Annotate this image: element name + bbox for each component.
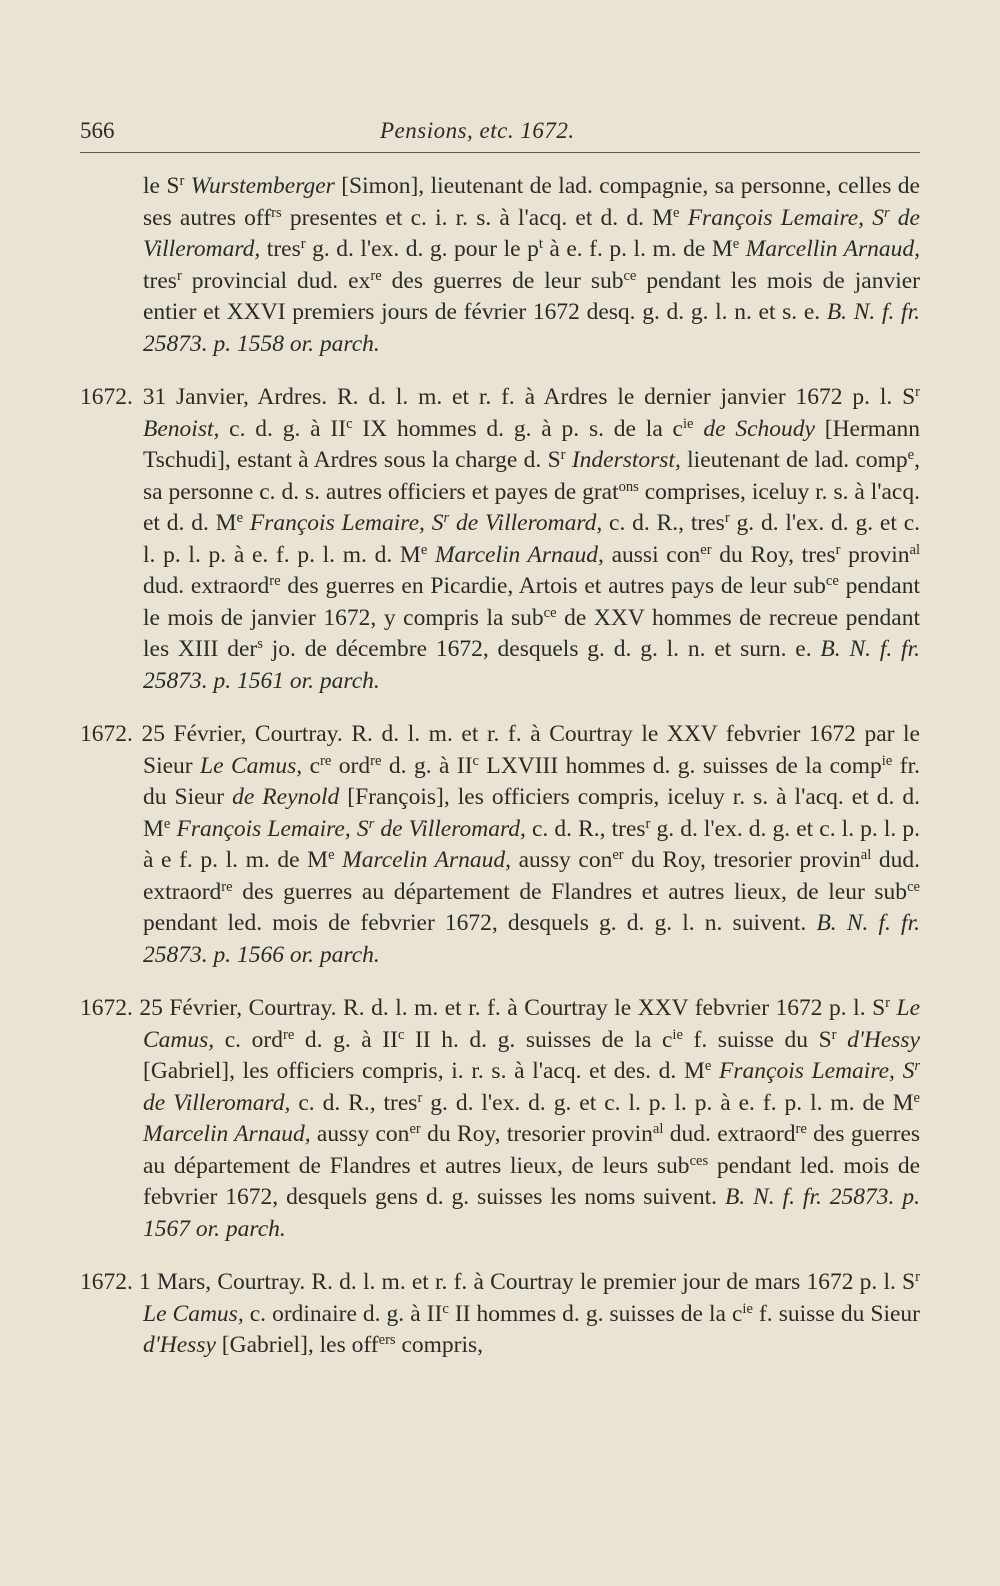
entry-1672-03-01-courtray: 1672. 1 Mars, Courtray. R. d. l. m. et r. f. à Courtray le premier jour de mars 1672 p. l. $S^r$ Le Camus, c. ordinaire d. g. à $II^c$ II hommes d. g. suisses de la $c^{ie}$ f. suisse du Sieur d'Hessy [Gabriel], les off$^{ers}$ compris,: [80, 1269, 920, 1358]
entry-1672-02-25-courtray-reynold: 1672. 25 Février, Courtray. R. d. l. m. et r. f. à Courtray le XXV febvrier 1672 par le Sieur Le Camus, $c^{re}$ ord$^{re}$ d. g. à $II^c$ LXVIII hommes d. g. suisses de la comp$^{ie}$ fr. du Sieur de Reynold [François], les officiers compris, iceluy r. s. à l'acq. et d. d. Me François Lemaire, $S^r$ de Villeromard, c. d. R., tres$^r$ g. d. l'ex. d. g. et c. l. p. l. p. à e f. p. l. m. de Me Marcelin Arnaud, aussy con$^{er}$ du Roy, tresorier provin$^{al}$ dud. extraord$^{re}$ des guerres au département de Flandres et autres lieux, de leur sub$^{ce}$ pendant led. mois de febvrier 1672, desquels g. d. g. l. n. suivent. B. N. f. fr. 25873. p. 1566 or. parch.: [80, 721, 921, 968]
entry-continuation: le $S^r$ Wurstemberger [Simon], lieutenant de lad. compagnie, sa personne, celles de ses autres off$^{rs}$ presentes et c. i. r. s. à l'acq. et d. d. Me François Lemaire, $S^r$ de Villeromard, tres$^r$ g. d. l'ex. d. g. pour le $p^t$ à e. f. p. l. m. de Me Marcellin Arnaud, tres$^r$ provincial dud. $ex^{re}$ des guerres de leur sub$^{ce}$ pendant les mois de janvier entier et XXVI premiers jours de février 1672 desq. g. d. g. l. n. et s. e. B. N. f. fr. 25873. p. 1558 or. parch.: [143, 173, 920, 357]
entry-1672-01-31-ardres: 1672. 31 Janvier, Ardres. R. d. l. m. et r. f. à Ardres le dernier janvier 1672 p. l. $S^r$ Benoist, c. d. g. à $II^c$ IX hommes d. g. à p. s. de la $c^{ie}$ de Schoudy [Hermann Tschudi], estant à Ardres sous la charge d. $S^r$ Inderstorst, lieutenant de lad. comp$^e$, sa personne c. d. s. autres officiers et payes de grat$^{ons}$ comprises, iceluy r. s. à l'acq. et d. d. Me François Lemaire, $S^r$ de Villeromard, c. d. R., tres$^r$ g. d. l'ex. d. g. et c. l. p. l. p. à e. f. p. l. m. d. Me Marcelin Arnaud, aussi con$^{er}$ du Roy, tres$^r$ provin$^{al}$ dud. extraord$^{re}$ des guerres en Picardie, Artois et autres pays de leur sub$^{ce}$ pendant le mois de janvier 1672, y compris la sub$^{ce}$ de XXV hommes de recreue pendant les XIII der$^s$ jo. de décembre 1672, desquels g. d. g. l. n. et surn. e. B. N. f. fr. 25873. p. 1561 or. parch.: [80, 384, 921, 694]
running-title: Pensions, etc. 1672.: [380, 118, 575, 143]
page-header: [80, 118, 920, 153]
page-number: 566: [80, 118, 115, 143]
entry-1672-02-25-courtray-hessy: 1672. 25 Février, Courtray. R. d. l. m. et r. f. à Courtray le XXV febvrier 1672 p. l. $S^r$ Le Camus, c. ord$^{re}$ d. g. à $II^c$ II h. d. g. suisses de la $c^{ie}$ f. suisse du $S^r$ d'Hessy [Gabriel], les officiers compris, i. r. s. à l'acq. et des. d. Me François Lemaire, $S^r$ de Villeromard, c. d. R., tres$^r$ g. d. l'ex. d. g. et c. l. p. l. p. à e. f. p. l. m. de Me Marcelin Arnaud, aussy con$^{er}$ du Roy, tresorier provin$^{al}$ dud. extraord$^{re}$ des guerres au département de Flandres et autres lieux, de leurs sub$^{ces}$ pendant led. mois de febvrier 1672, desquels gens d. g. suisses les noms suivent. B. N. f. fr. 25873. p. 1567 or. parch.: [80, 995, 921, 1242]
page-body: [80, 171, 920, 1362]
